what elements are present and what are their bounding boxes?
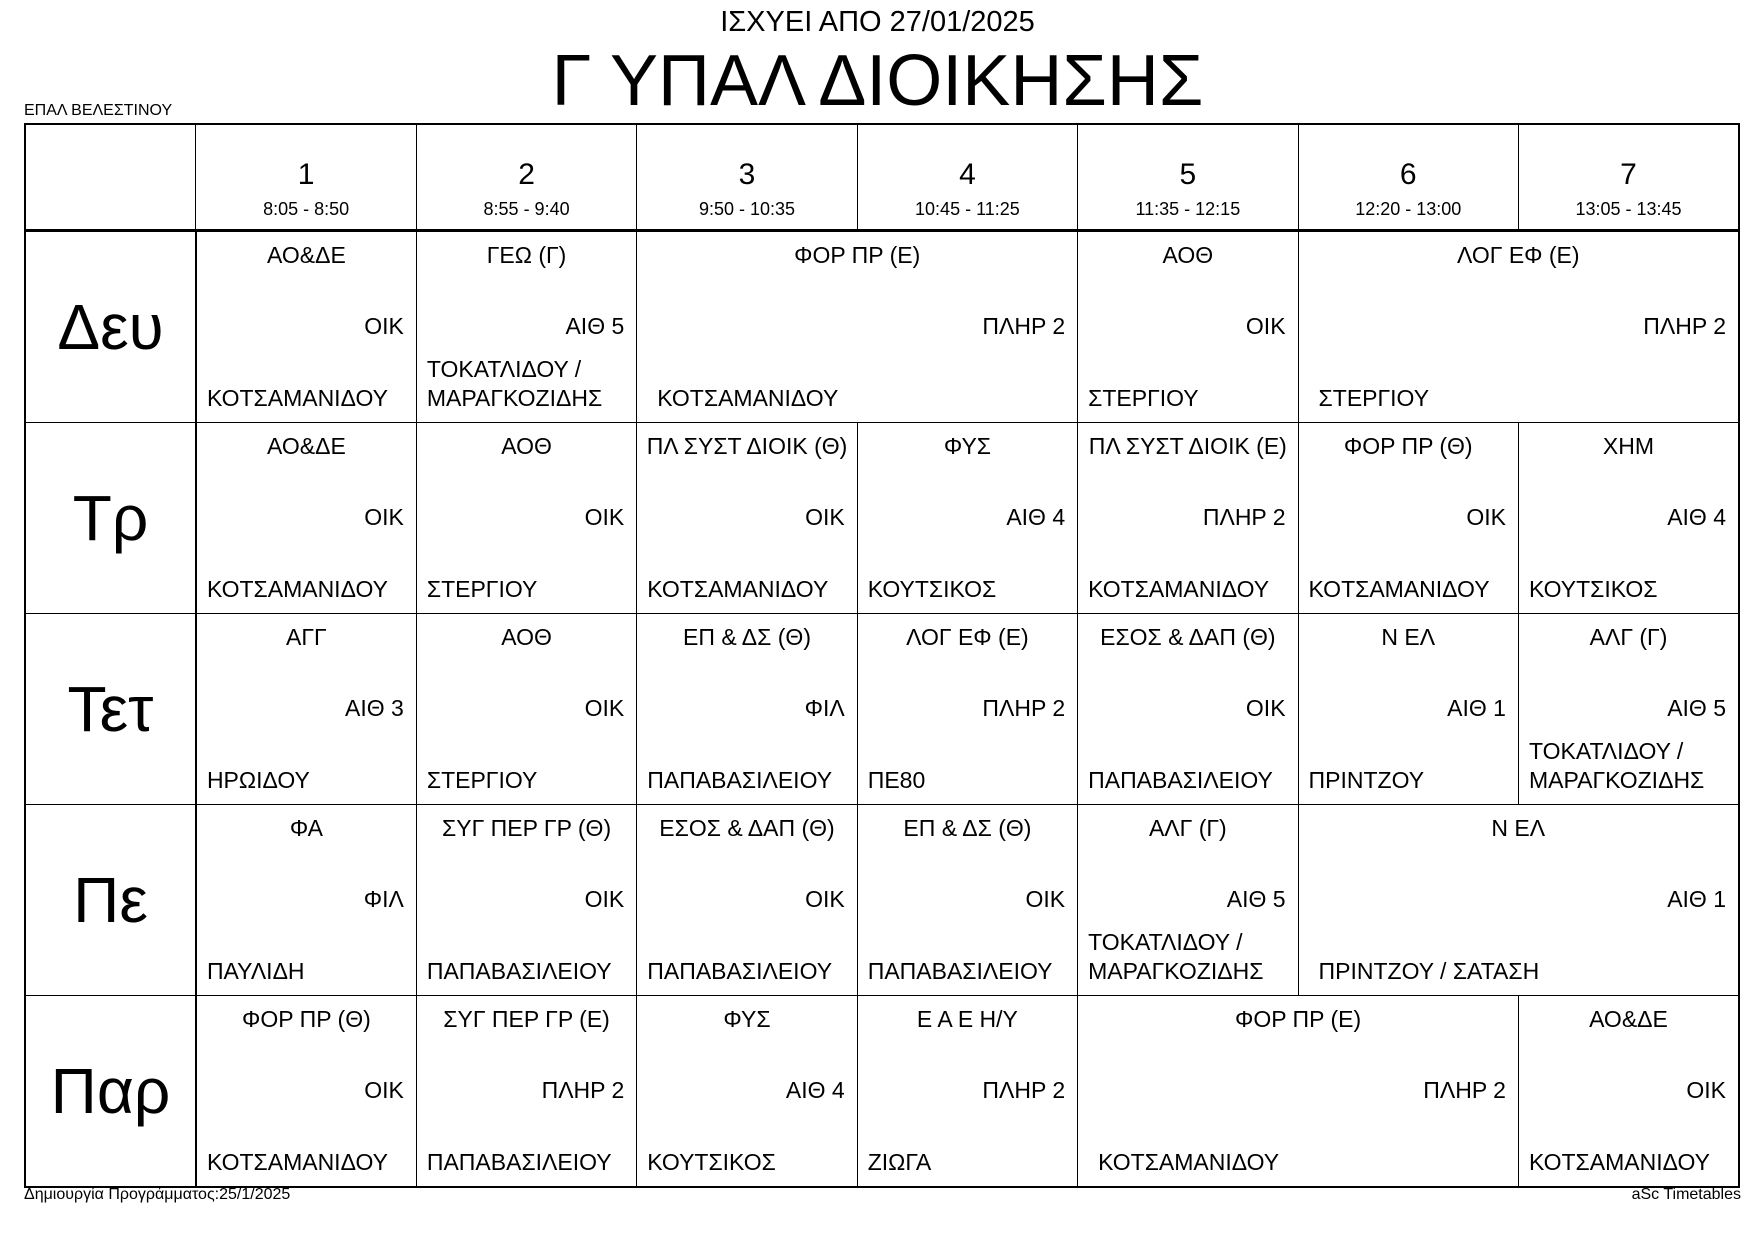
period-number: 2 — [518, 158, 535, 191]
lesson-subject: ΦΑ — [289, 814, 323, 841]
period-number: 6 — [1399, 158, 1417, 191]
lesson-teacher: ΣΤΕΡΓΙΟΥ — [1318, 384, 1430, 411]
lesson-room: ΑΙΘ 3 — [345, 694, 404, 721]
school-name: ΕΠΑΛ ΒΕΛΕΣΤΙΝΟΥ — [24, 102, 173, 119]
lesson-cell — [196, 230, 416, 422]
lesson-subject: ΠΛ ΣΥΣΤ ΔΙΟΙΚ (Ε) — [1088, 432, 1287, 459]
lesson-subject: ΦΥΣ — [723, 1005, 771, 1032]
period-header-3 — [637, 124, 857, 230]
lesson-cell — [1078, 422, 1298, 613]
period-time: 11:35 - 12:15 — [1135, 199, 1241, 219]
lesson-subject: ΑΟΘ — [1162, 241, 1214, 268]
timetable — [24, 123, 1740, 1188]
period-time: 13:05 - 13:45 — [1575, 199, 1682, 219]
day-name: Δευ — [25, 230, 196, 422]
lesson-subject: ΣΥΓ ΠΕΡ ΓΡ (Θ) — [442, 814, 612, 841]
day-row — [25, 230, 1739, 422]
lesson-teacher: ΚΟΤΣΑΜΑΝΙΔΟΥ — [206, 384, 388, 411]
lesson-teacher: ΚΟΤΣΑΜΑΝΙΔΟΥ — [206, 575, 388, 602]
lesson-teacher: ΚΟΤΣΑΜΑΝΙΔΟΥ — [647, 575, 829, 602]
lesson-subject: ΦΟΡ ΠΡ (Θ) — [242, 1005, 371, 1032]
period-number: 4 — [959, 158, 976, 191]
lesson-room: ΠΛΗΡ 2 — [982, 1076, 1066, 1103]
lesson-cell — [637, 613, 857, 804]
lesson-cell — [416, 613, 636, 804]
lesson-subject: ΓΕΩ (Γ) — [486, 241, 567, 268]
day-name: Πε — [25, 804, 196, 995]
day-row — [25, 804, 1739, 995]
lesson-cell — [196, 995, 416, 1187]
lesson-subject: ΣΥΓ ΠΕΡ ΓΡ (Ε) — [443, 1005, 610, 1032]
lesson-teacher: ΠΑΠΑΒΑΣΙΛΕΙΟΥ — [867, 957, 1053, 984]
lesson-room: ΠΛΗΡ 2 — [1423, 1076, 1506, 1103]
lesson-room: ΠΛΗΡ 2 — [982, 694, 1066, 721]
period-number: 3 — [738, 158, 756, 191]
lesson-room: ΟΙΚ — [805, 885, 845, 912]
period-time: 8:55 - 9:40 — [483, 199, 570, 219]
lesson-cell — [1078, 613, 1298, 804]
lesson-subject: ΑΟΘ — [501, 432, 552, 459]
validity-date: ΙΣΧΥΕΙ ΑΠΟ 27/01/2025 — [720, 6, 1035, 38]
period-number: 1 — [297, 158, 315, 191]
period-header-row — [25, 124, 1739, 230]
lesson-cell — [1518, 995, 1739, 1187]
lesson-room: ΠΛΗΡ 2 — [1202, 503, 1286, 530]
lesson-room: ΟΙΚ — [1025, 885, 1066, 912]
lesson-teacher: ΤΟΚΑΤΛΙΔΟΥ / ΜΑΡΑΓΚΟΖΙΔΗΣ — [426, 355, 603, 411]
lesson-room: ΟΙΚ — [364, 1076, 404, 1103]
lesson-room: ΟΙΚ — [364, 312, 404, 339]
lesson-subject: ΕΠ & ΔΣ (Θ) — [683, 623, 811, 650]
lesson-cell — [857, 804, 1077, 995]
lesson-teacher: ΠΑΠΑΒΑΣΙΛΕΙΟΥ — [647, 766, 833, 793]
lesson-room: ΟΙΚ — [805, 503, 845, 530]
lesson-room: ΟΙΚ — [584, 694, 625, 721]
lesson-cell — [637, 995, 857, 1187]
lesson-room: ΑΙΘ 4 — [1006, 503, 1066, 530]
period-time: 10:45 - 11:25 — [915, 199, 1020, 219]
lesson-subject: Ε Α Ε Η/Υ — [916, 1005, 1018, 1032]
lesson-subject: ΑΟ&ΔΕ — [1589, 1005, 1668, 1032]
lesson-room: ΑΙΘ 1 — [1447, 694, 1506, 721]
lesson-subject: ΦΟΡ ΠΡ (Ε) — [1234, 1005, 1362, 1032]
period-header-2 — [416, 124, 636, 230]
lesson-subject: ΧΗΜ — [1602, 432, 1655, 459]
lesson-cell — [1298, 422, 1518, 613]
lesson-room: ΟΙΚ — [1245, 694, 1286, 721]
lesson-cell — [857, 995, 1077, 1187]
lesson-subject: ΕΣΟΣ & ΔΑΠ (Θ) — [1100, 623, 1276, 650]
period-header-5 — [1078, 124, 1298, 230]
day-name: Τρ — [25, 422, 196, 613]
corner-cell — [25, 124, 196, 230]
lesson-room: ΠΛΗΡ 2 — [1643, 312, 1726, 339]
lesson-subject: Ν ΕΛ — [1491, 814, 1546, 841]
lesson-cell — [1078, 230, 1298, 422]
lesson-room: ΑΙΘ 1 — [1667, 885, 1726, 912]
lesson-cell — [1518, 613, 1739, 804]
software-credit: aSc Timetables — [1631, 1186, 1741, 1203]
lesson-teacher: ΠΕ80 — [867, 766, 926, 793]
page-title: Γ ΥΠΑΛ ΔΙΟΙΚΗΣΗΣ — [551, 41, 1204, 121]
lesson-subject: ΕΠ & ΔΣ (Θ) — [903, 814, 1032, 841]
lesson-cell — [1078, 804, 1298, 995]
lesson-room: ΟΙΚ — [1245, 312, 1286, 339]
lesson-room: ΑΙΘ 4 — [1667, 503, 1726, 530]
lesson-cell — [857, 422, 1077, 613]
lesson-cell — [1518, 422, 1739, 613]
lesson-teacher: ΠΡΙΝΤΖΟΥ / ΣΑΤΑΣΗ — [1318, 957, 1540, 984]
lesson-room: ΑΙΘ 5 — [1226, 885, 1286, 912]
day-row — [25, 995, 1739, 1187]
lesson-room: ΟΙΚ — [1686, 1076, 1726, 1103]
day-name: Τετ — [25, 613, 196, 804]
lesson-teacher: ΚΟΥΤΣΙΚΟΣ — [647, 1148, 776, 1175]
lesson-subject: ΑΓΓ — [286, 623, 327, 650]
period-header-6 — [1298, 124, 1518, 230]
lesson-subject: ΑΟΘ — [501, 623, 552, 650]
lesson-cell — [857, 613, 1077, 804]
lesson-subject: ΑΛΓ (Γ) — [1148, 814, 1227, 841]
lesson-teacher: ΠΑΠΑΒΑΣΙΛΕΙΟΥ — [647, 957, 833, 984]
lesson-teacher: ΠΑΠΑΒΑΣΙΛΕΙΟΥ — [1088, 766, 1273, 793]
lesson-teacher: ΠΑΥΛΙΔΗ — [206, 957, 305, 984]
lesson-subject: ΦΟΡ ΠΡ (Θ) — [1343, 432, 1473, 459]
lesson-teacher: ΠΡΙΝΤΖΟΥ — [1308, 766, 1425, 793]
period-header-4 — [857, 124, 1077, 230]
lesson-room: ΟΙΚ — [364, 503, 404, 530]
period-header-1 — [196, 124, 416, 230]
lesson-subject: ΛΟΓ ΕΦ (Ε) — [906, 623, 1029, 650]
lesson-teacher: ΣΤΕΡΓΙΟΥ — [426, 575, 538, 602]
lesson-cell — [1298, 613, 1518, 804]
lesson-subject: Ν ΕΛ — [1381, 623, 1436, 650]
lesson-cell — [196, 804, 416, 995]
lesson-subject: ΑΟ&ΔΕ — [267, 432, 346, 459]
lesson-subject: ΑΛΓ (Γ) — [1589, 623, 1668, 650]
lesson-cell — [637, 422, 857, 613]
lesson-teacher: ΤΟΚΑΤΛΙΔΟΥ / ΜΑΡΑΓΚΟΖΙΔΗΣ — [1528, 737, 1705, 793]
lesson-room: ΦΙΛ — [804, 694, 845, 721]
lesson-teacher: ΠΑΠΑΒΑΣΙΛΕΙΟΥ — [426, 1148, 612, 1175]
created-date: Δημιουργία Προγράμματος:25/1/2025 — [24, 1186, 291, 1203]
lesson-subject: ΕΣΟΣ & ΔΑΠ (Θ) — [659, 814, 835, 841]
period-number: 5 — [1179, 158, 1197, 191]
lesson-teacher: ΤΟΚΑΤΛΙΔΟΥ / ΜΑΡΑΓΚΟΖΙΔΗΣ — [1088, 928, 1264, 984]
lesson-subject: ΦΟΡ ΠΡ (Ε) — [794, 241, 921, 268]
day-row — [25, 613, 1739, 804]
period-time: 8:05 - 8:50 — [263, 199, 350, 219]
lesson-teacher: ΗΡΩΙΔΟΥ — [206, 766, 310, 793]
period-time: 12:20 - 13:00 — [1355, 199, 1462, 219]
lesson-cell — [1298, 230, 1739, 422]
lesson-cell — [1078, 995, 1519, 1187]
lesson-room: ΑΙΘ 5 — [565, 312, 625, 339]
lesson-teacher: ΚΟΤΣΑΜΑΝΙΔΟΥ — [1528, 1148, 1710, 1175]
lesson-teacher: ΠΑΠΑΒΑΣΙΛΕΙΟΥ — [426, 957, 612, 984]
lesson-teacher: ΚΟΤΣΑΜΑΝΙΔΟΥ — [1308, 575, 1490, 602]
lesson-cell — [637, 804, 857, 995]
day-name: Παρ — [25, 995, 196, 1187]
lesson-teacher: ΚΟΤΣΑΜΑΝΙΔΟΥ — [206, 1148, 388, 1175]
lesson-subject: ΦΥΣ — [943, 432, 991, 459]
lesson-room: ΟΙΚ — [584, 885, 625, 912]
lesson-teacher: ΣΤΕΡΓΙΟΥ — [1088, 384, 1199, 411]
lesson-teacher: ΚΟΤΣΑΜΑΝΙΔΟΥ — [1088, 575, 1270, 602]
lesson-subject: ΛΟΓ ΕΦ (Ε) — [1456, 241, 1580, 268]
lesson-room: ΠΛΗΡ 2 — [541, 1076, 625, 1103]
lesson-cell — [416, 230, 636, 422]
lesson-teacher: ΚΟΥΤΣΙΚΟΣ — [867, 575, 997, 602]
lesson-room: ΑΙΘ 4 — [785, 1076, 845, 1103]
period-header-7 — [1518, 124, 1739, 230]
period-time: 9:50 - 10:35 — [698, 199, 796, 219]
lesson-subject: ΑΟ&ΔΕ — [267, 241, 346, 268]
lesson-room: ΟΙΚ — [584, 503, 625, 530]
lesson-cell — [196, 613, 416, 804]
lesson-teacher: ΚΟΥΤΣΙΚΟΣ — [1528, 575, 1658, 602]
lesson-cell — [1298, 804, 1739, 995]
lesson-cell — [196, 422, 416, 613]
lesson-room: ΦΙΛ — [363, 885, 404, 912]
lesson-room: ΟΙΚ — [1466, 503, 1506, 530]
lesson-cell — [416, 804, 636, 995]
lesson-teacher: ΖΙΩΓΑ — [867, 1148, 932, 1175]
lesson-room: ΠΛΗΡ 2 — [982, 312, 1066, 339]
lesson-cell — [416, 422, 636, 613]
lesson-teacher: ΣΤΕΡΓΙΟΥ — [426, 766, 538, 793]
lesson-teacher: ΚΟΤΣΑΜΑΝΙΔΟΥ — [1098, 1148, 1280, 1175]
period-number: 7 — [1620, 158, 1637, 191]
day-row — [25, 422, 1739, 613]
lesson-cell — [416, 995, 636, 1187]
lesson-cell — [637, 230, 1078, 422]
lesson-subject: ΠΛ ΣΥΣΤ ΔΙΟΙΚ (Θ) — [646, 432, 848, 459]
lesson-room: ΑΙΘ 5 — [1667, 694, 1726, 721]
lesson-teacher: ΚΟΤΣΑΜΑΝΙΔΟΥ — [657, 384, 839, 411]
